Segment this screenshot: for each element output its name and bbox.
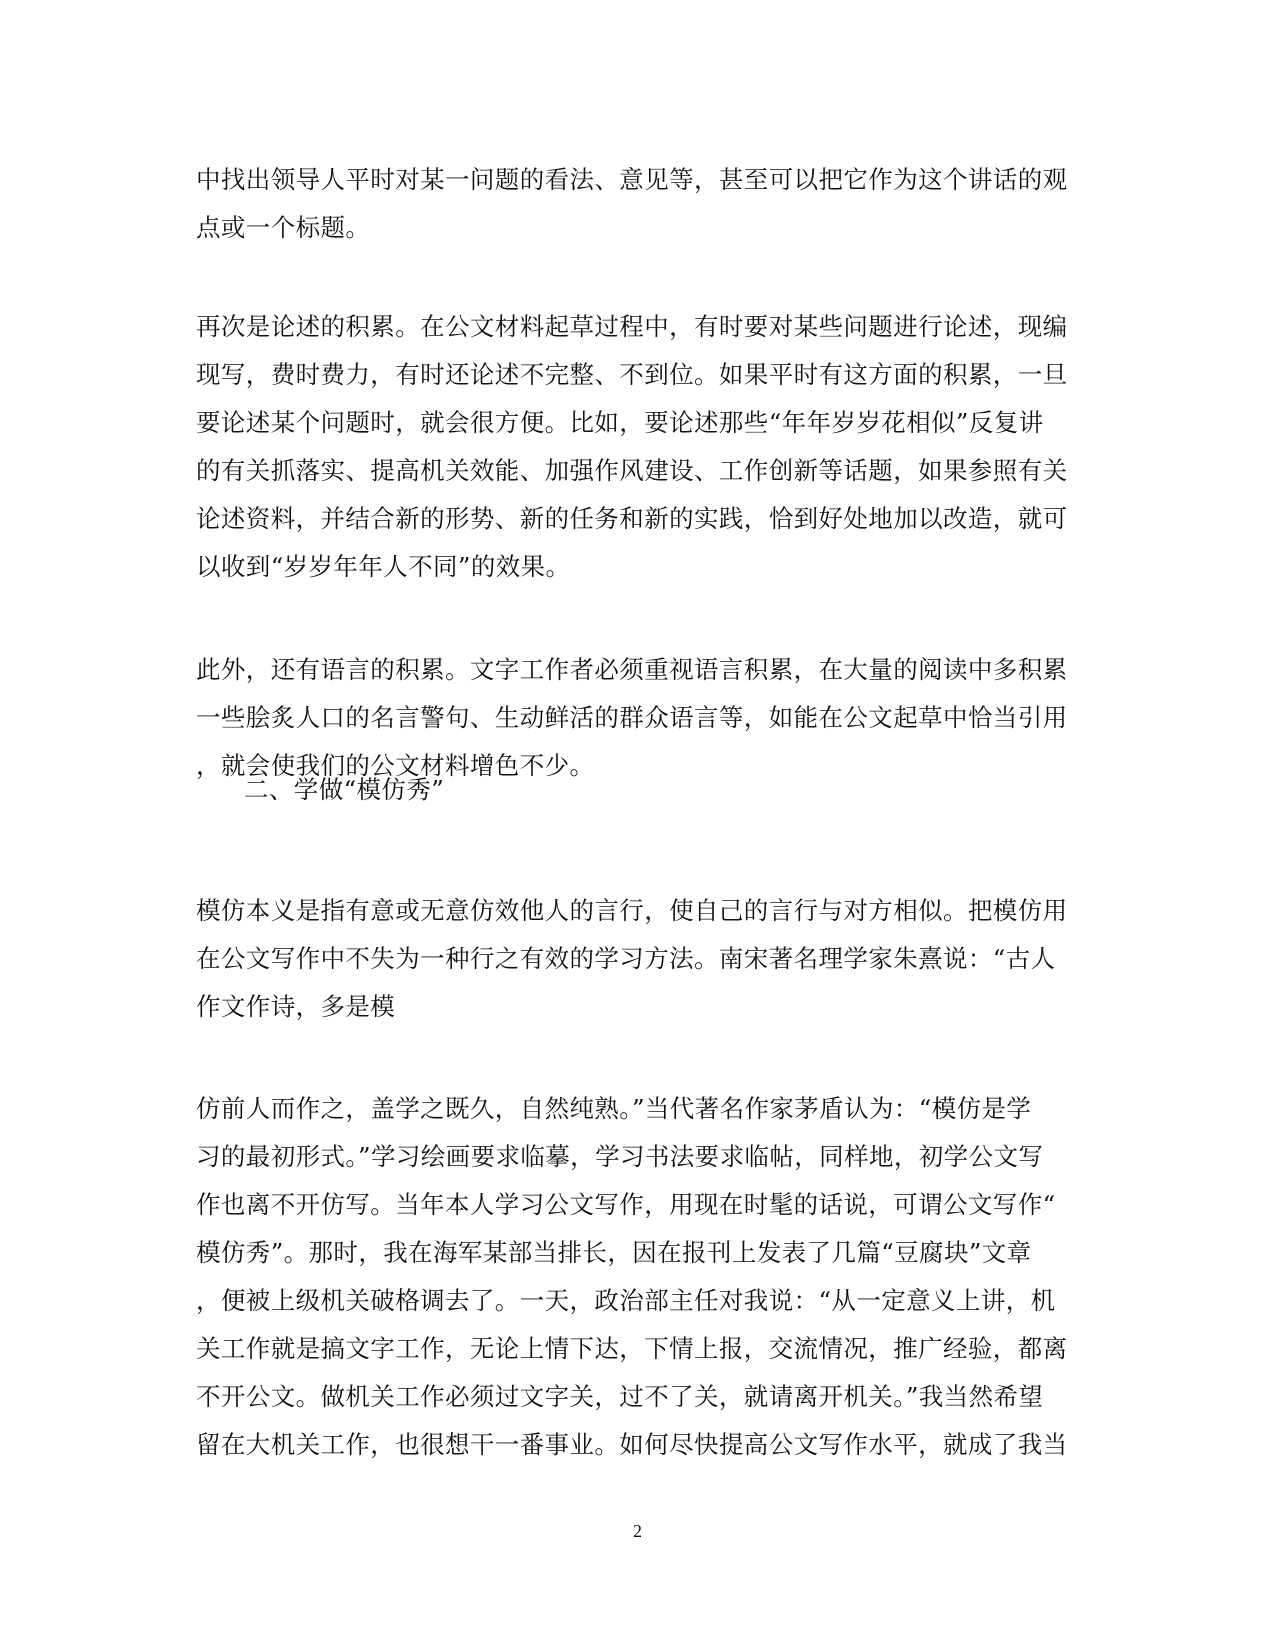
text-line: ，便被上级机关破格调去了。一天，政治部主任对我说：“从一定意义上讲，机 [196,1286,1056,1315]
text-line: 一些脍炙人口的名言警句、生动鲜活的群众语言等，如能在公文起草中恰当引用 [196,703,1068,732]
text-line: ，就会使我们的公文材料增色不少。 [196,751,595,780]
text-line: 作文作诗，多是模 [196,992,396,1021]
text-line: 要论述某个问题时，就会很方便。比如，要论述那些“年年岁岁花相似”反复讲 [196,408,1044,437]
text-line: 现写，费时费力，有时还论述不完整、不到位。如果平时有这方面的积累，一旦 [196,360,1068,389]
text-line: 中找出领导人平时对某一问题的看法、意见等，甚至可以把它作为这个讲话的观 [196,165,1068,194]
text-line: 关工作就是搞文字工作，无论上情下达，下情上报，交流情况，推广经验，都离 [196,1334,1068,1363]
paragraph-argument-accumulation [196,303,1080,591]
text-line: 作也离不开仿写。当年本人学习公文写作，用现在时髦的话说，可谓公文写作“ [196,1190,1056,1219]
text-line: 仿前人而作之，盖学之既久，自然纯熟。”当代著名作家茅盾认为：“模仿是学 [196,1094,1032,1123]
text-line: 再次是论述的积累。在公文材料起草过程中，有时要对某些问题进行论述，现编 [196,312,1068,341]
text-line: 模仿本义是指有意或无意仿效他人的言行，使自己的言行与对方相似。把模仿用 [196,896,1068,925]
text-line: 模仿秀”。那时，我在海军某部当排长，因在报刊上发表了几篇“豆腐块”文章 [196,1238,1032,1267]
text-line: 在公文写作中不失为一种行之有效的学习方法。南宋著名理学家朱熹说：“古人 [196,944,1056,973]
paragraph-opinion-source [196,156,1080,252]
page-number: 2 [633,1521,642,1541]
text-line: 习的最初形式。”学习绘画要求临摹，学习书法要求临帖，同样地，初学公文写 [196,1142,1044,1171]
text-line: 不开公文。做机关工作必须过文字关，过不了关，就请离开机关。”我当然希望 [196,1382,1044,1411]
text-line: 的有关抓落实、提高机关效能、加强作风建设、工作创新等话题，如果参照有关 [196,456,1068,485]
paragraph-imitation-definition [196,887,1080,1031]
text-line: 点或一个标题。 [196,213,371,242]
text-line: 论述资料，并结合新的形势、新的任务和新的实践，恰到好处地加以改造，就可 [196,504,1068,533]
paragraph-imitation-story [196,1085,1080,1469]
text-line: 以收到“岁岁年年人不同”的效果。 [196,552,571,581]
section-heading [244,766,1128,814]
text-line: 留在大机关工作，也很想干一番事业。如何尽快提高公文写作水平，就成了我当 [196,1430,1068,1459]
heading-text: 二、学做“模仿秀” [244,775,445,804]
text-line: 此外，还有语言的积累。文字工作者必须重视语言积累，在大量的阅读中多积累 [196,655,1068,684]
